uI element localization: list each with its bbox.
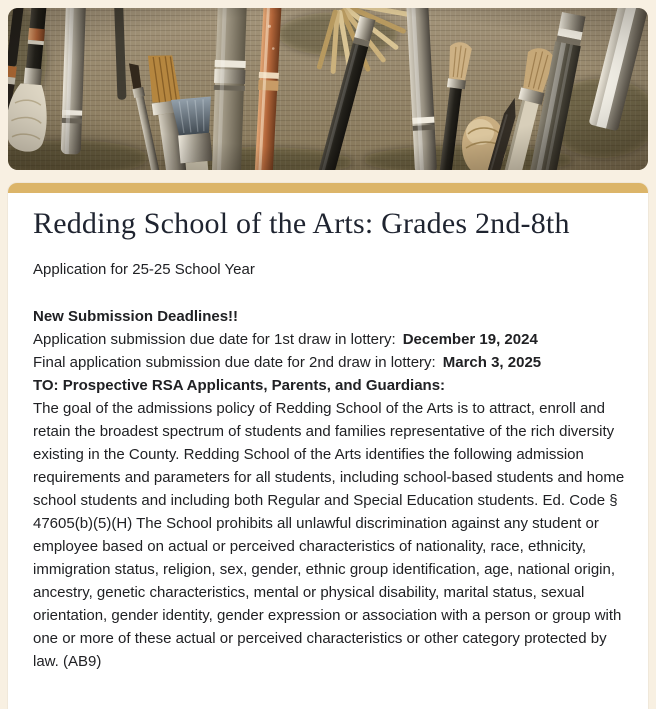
final-draw-deadline-label: Final application submission due date for 2nd draw in lottery: [33,354,436,371]
theme-color-bar [8,183,648,193]
final-draw-deadline-line [33,351,625,374]
first-draw-deadline-date: December 19, 2024 [402,331,538,348]
form-subtitle: Application for 25-25 School Year [33,261,255,278]
form-title: Redding School of the Arts: Grades 2nd-8th [33,207,570,240]
first-draw-deadline-label: Application submission due date for 1st draw in lottery: [33,331,396,348]
admissions-policy-paragraph: The goal of the admissions policy of Redding School of the Arts is to attract, enroll and retain the broadest spectrum of students and families representative of the rich diversity existing in the County. Redding School of the Arts identifies the following admission requirements and parameters for all students, including school-based students and home school students and including both Regular and Special Education students. Ed. Code § 47605(b)(5)(H) The School prohibits all unlawful discrimination against any student or employee based on actual or perceived characteristics of nationality, race, ethnicity, immigration status, religion, sex, gender, ethnic group identification, age, national origin, ancestry, genetic characteristics, mental or physical disability, marital status, sexual orientation, gender identity, gender expression or association with a person or group with one or more of these actual or perceived characteristics or other category protected by law. (AB9) [33,400,625,670]
form-description [33,305,625,673]
form-header-card [8,183,648,709]
form-header-content [8,193,648,673]
paintbrushes-illustration [8,8,648,170]
first-draw-deadline-line [33,328,625,351]
deadlines-heading: New Submission Deadlines!! [33,308,239,325]
banner-image [8,8,648,170]
recipients-heading: TO: Prospective RSA Applicants, Parents, and Guardians: [33,377,446,394]
final-draw-deadline-date: March 3, 2025 [442,354,542,371]
